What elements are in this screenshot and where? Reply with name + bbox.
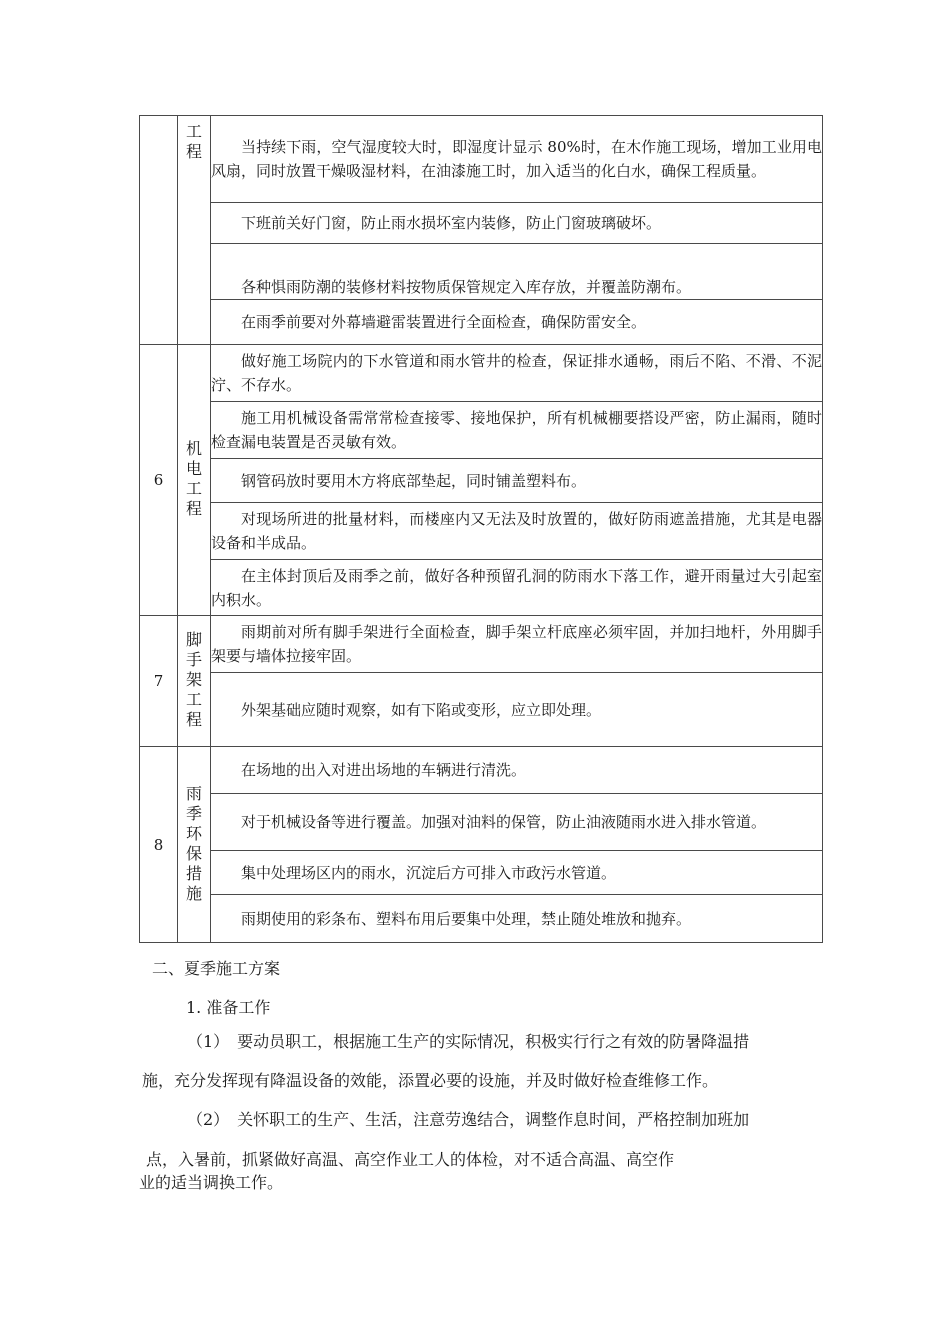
section-number: 6: [140, 345, 178, 616]
section-category: 雨季环保措施: [185, 783, 202, 903]
section-category-cell: [178, 345, 211, 616]
paragraph-1-line-2: 施，充分发挥现有降温设备的效能，添置必要的设施，并及时做好检查维修工作。: [142, 1071, 719, 1090]
measure-item: 雨期使用的彩条布、塑料布用后要集中处理，禁止随处堆放和抛弃。: [211, 895, 823, 943]
measure-item: 在场地的出入对进出场地的车辆进行清洗。: [211, 747, 823, 794]
table-row: [140, 203, 823, 244]
section-number-cell: [140, 116, 178, 345]
measure-item: 在主体封顶后及雨季之前，做好各种预留孔洞的防雨水下落工作，避开雨量过大引起室内积水。: [211, 560, 823, 616]
section-category-cell: [178, 116, 211, 345]
section-category: 脚手架工程: [185, 630, 202, 729]
measure-item: 下班前关好门窗，防止雨水损坏室内装修，防止门窗玻璃破坏。: [211, 203, 823, 244]
measure-item: 钢管码放时要用木方将底部垫起，同时铺盖塑料布。: [211, 459, 823, 503]
section-category-cell: [178, 616, 211, 747]
measure-item: 在雨季前要对外幕墙避雷装置进行全面检查，确保防雷安全。: [211, 300, 823, 345]
measure-item: 当持续下雨，空气湿度较大时，即湿度计显示 80%时，在木作施工现场，增加工业用电风扇，同时放置干燥吸湿材料，在油漆施工时，加入适当的化白水，确保工程质量。: [211, 116, 823, 203]
paragraph-2-line-1: （2） 关怀职工的生产、生活，注意劳逸结合，调整作息时间，严格控制加班加: [187, 1110, 750, 1129]
measure-item: 对于机械设备等进行覆盖。加强对油料的保管，防止油液随雨水进入排水管道。: [211, 794, 823, 851]
table-row: [140, 345, 823, 402]
table-row: [140, 895, 823, 943]
paragraph-2-line-3: 业的适当调换工作。: [139, 1173, 284, 1192]
measure-item: 各种惧雨防潮的装修材料按物质保管规定入库存放，并覆盖防潮布。: [211, 244, 823, 300]
table-row: [140, 244, 823, 300]
table-row: [140, 794, 823, 851]
table-row: [140, 560, 823, 616]
table-row: [140, 459, 823, 503]
section-category: 工程: [185, 122, 202, 161]
measure-item: 做好施工场院内的下水管道和雨水管井的检查，保证排水通畅，雨后不陷、不滑、不泥泞、不存水。: [211, 345, 823, 402]
section-number: 8: [140, 747, 178, 943]
measure-item: 施工用机械设备需常常检查接零、接地保护，所有机械棚要搭设严密，防止漏雨，随时检查漏电装置是否灵敏有效。: [211, 402, 823, 459]
measure-item: 对现场所进的批量材料，而楼座内又无法及时放置的，做好防雨遮盖措施，尤其是电器设备和半成品。: [211, 503, 823, 560]
table-row: [140, 300, 823, 345]
table-row: [140, 116, 823, 203]
table-row: [140, 402, 823, 459]
section-category: 机电工程: [185, 439, 202, 518]
paragraph-2-line-2: 点，入暑前，抓紧做好高温、高空作业工人的体检，对不适合高温、高空作: [146, 1150, 675, 1169]
table-row: [140, 673, 823, 747]
table-row: [140, 503, 823, 560]
table-row: [140, 616, 823, 673]
subheading: 1. 准备工作: [186, 998, 271, 1017]
table-row: [140, 747, 823, 794]
measure-item: 雨期前对所有脚手架进行全面检查，脚手架立杆底座必须牢固，并加扫地杆，外用脚手架要与墙体拉接牢固。: [211, 616, 823, 673]
measure-item: 集中处理场区内的雨水，沉淀后方可排入市政污水管道。: [211, 851, 823, 895]
section-category-cell: [178, 747, 211, 943]
paragraph-1-line-1: （1） 要动员职工，根据施工生产的实际情况，积极实行行之有效的防暑降温措: [187, 1032, 750, 1051]
table-row: [140, 851, 823, 895]
section-number: 7: [140, 616, 178, 747]
rainy-season-measures-table: [139, 115, 823, 943]
measure-item: 外架基础应随时观察，如有下陷或变形，应立即处理。: [211, 673, 823, 747]
section-heading: 二、夏季施工方案: [152, 959, 281, 978]
